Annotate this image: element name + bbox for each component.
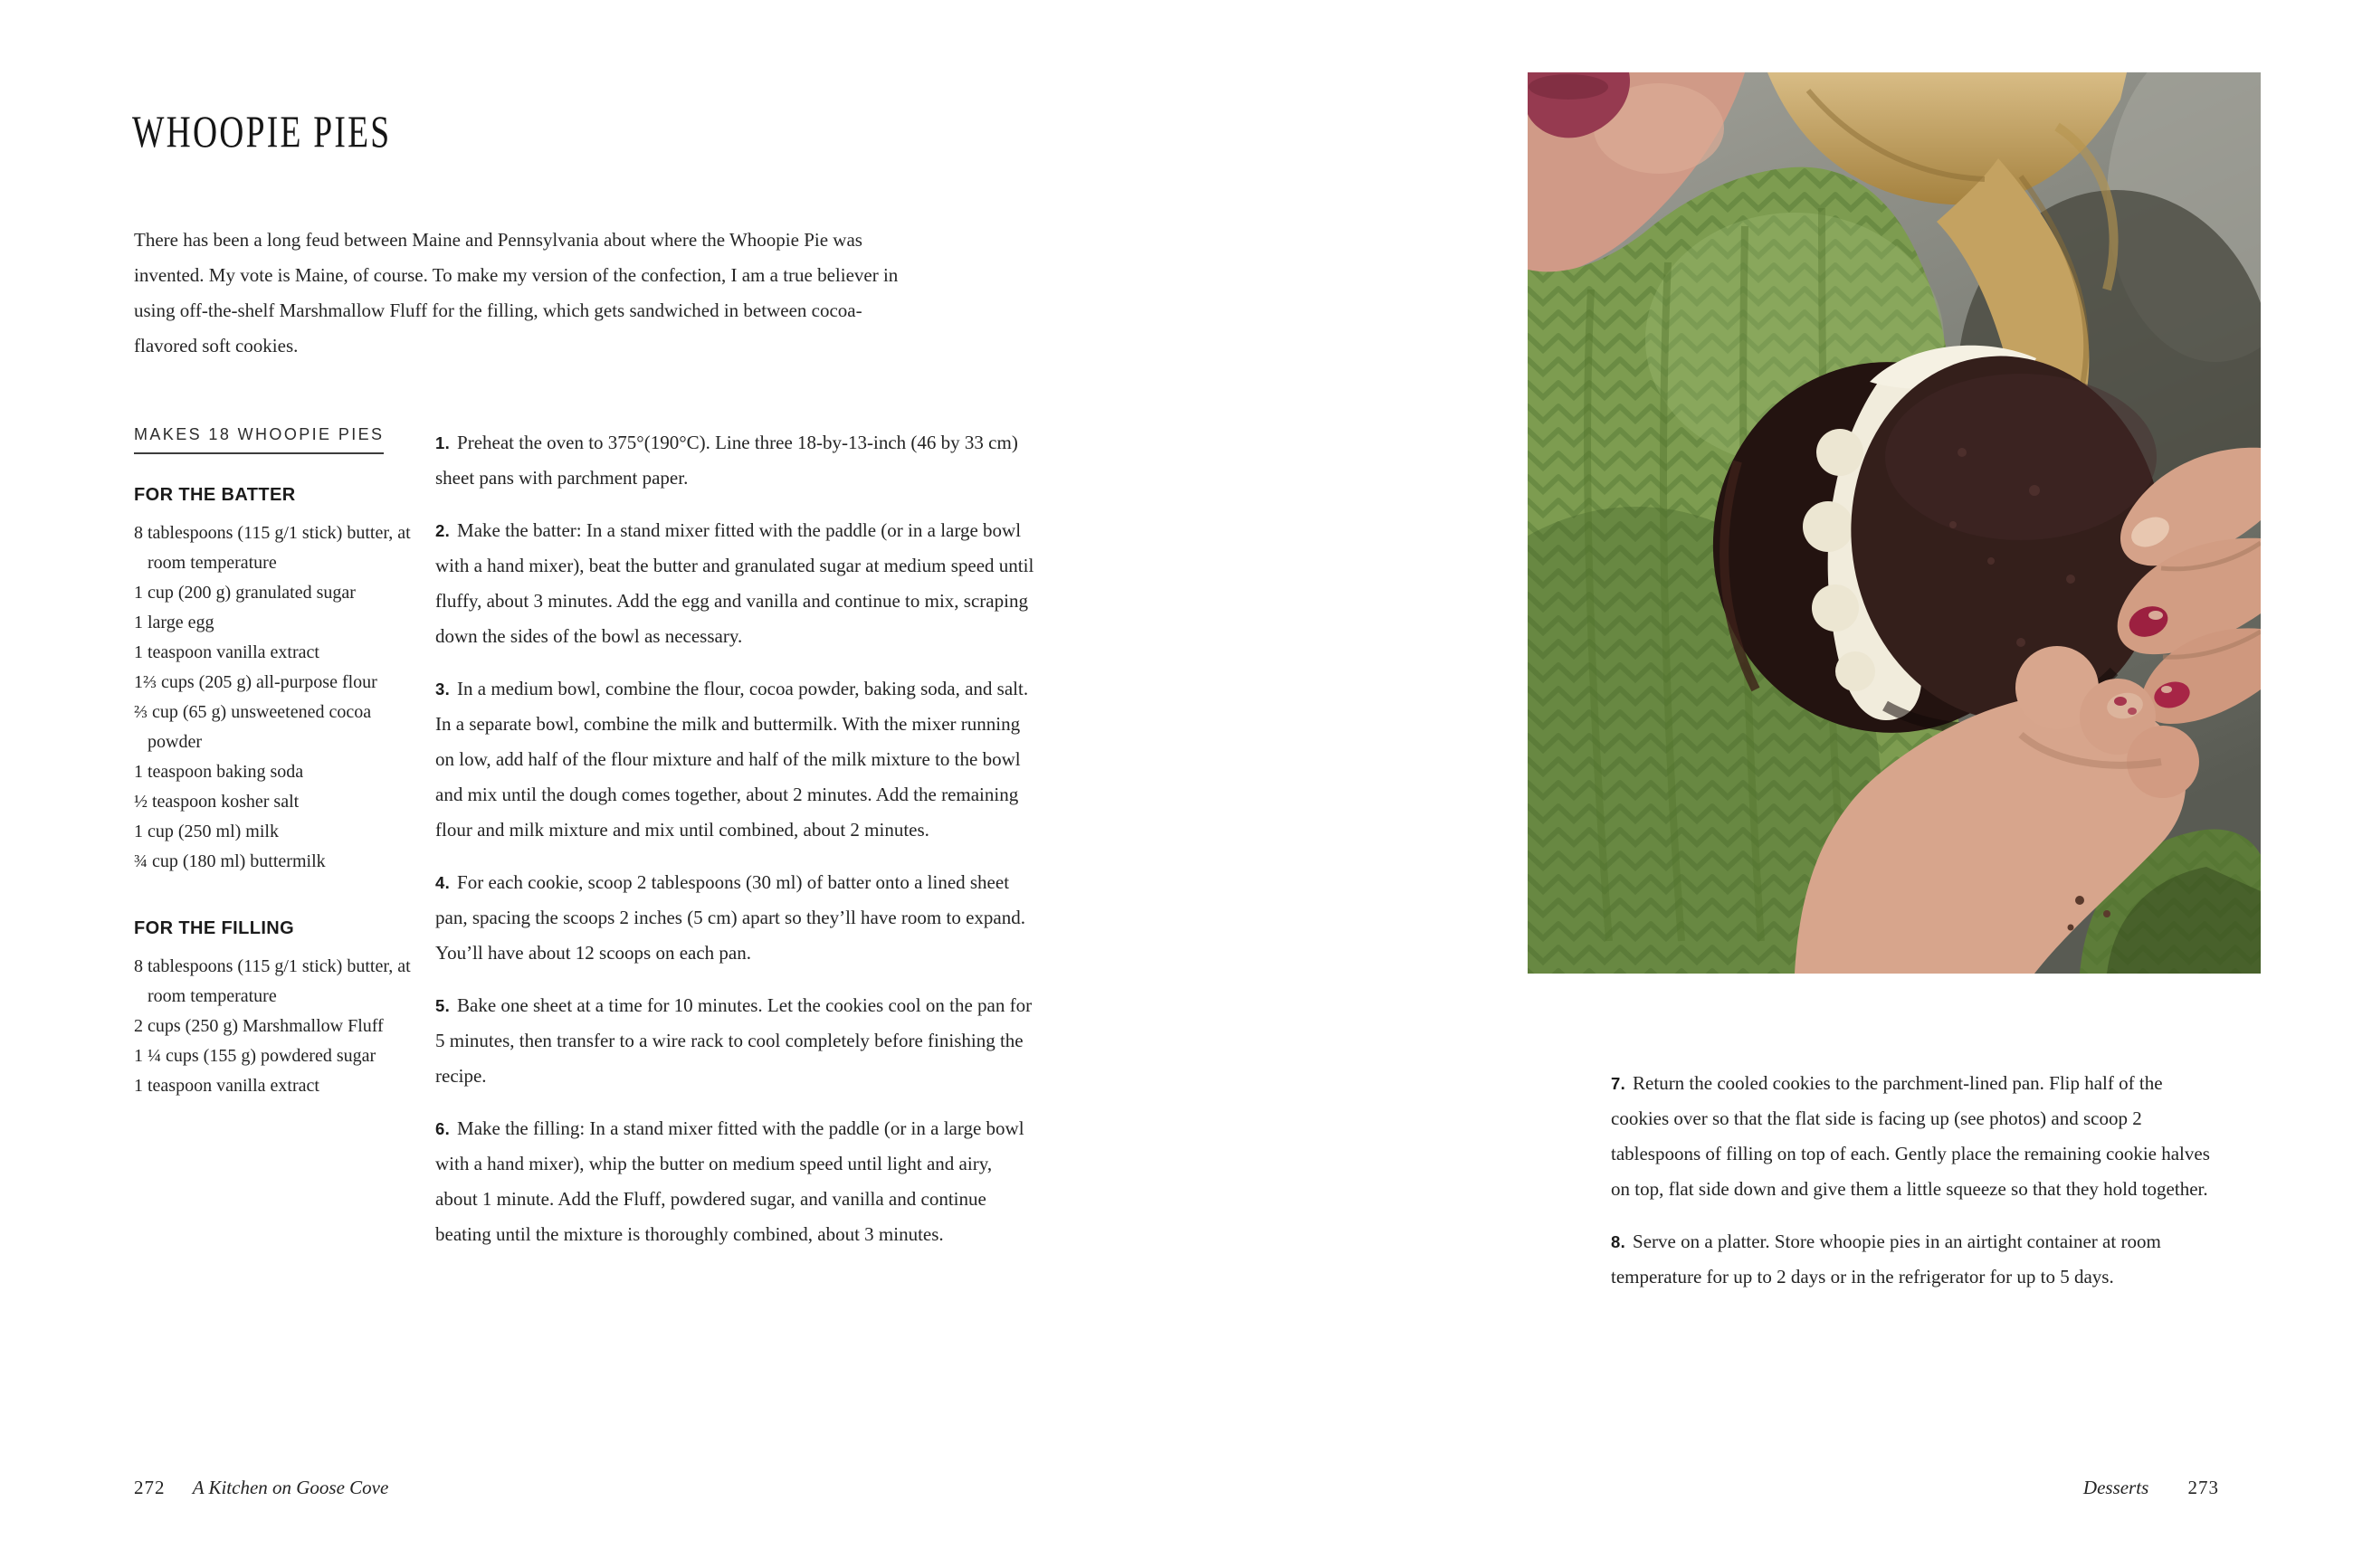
step-number: 7. bbox=[1611, 1074, 1626, 1093]
whoopie-pie-photo-illustration bbox=[1528, 72, 2261, 974]
step-text: Preheat the oven to 375°(190°C). Line three 18-by-13-inch (46 by 33 cm) sheet pans with parchment paper. bbox=[435, 432, 1018, 489]
ingredient-item: 1 teaspoon vanilla extract bbox=[134, 1076, 319, 1096]
ingredient-item: ¾ cup (180 ml) buttermilk bbox=[134, 851, 326, 871]
ingredient-item: ½ teaspoon kosher salt bbox=[134, 792, 300, 812]
step-text: Serve on a platter. Store whoopie pies in an airtight container at room temperature for up to 2 days or in the refrigerator for up to 5 days. bbox=[1611, 1231, 2161, 1288]
recipe-intro: There has been a long feud between Maine and Pennsylvania about where the Whoopie Pie was invented. My vote is Maine, of course. To make my version of the confection, I am a true believer in using off-the-shelf Marshmallow Fluff for the filling, which gets sandwiched in between cocoa-flavored soft cookies. bbox=[134, 229, 899, 356]
step-3 bbox=[435, 671, 1034, 848]
step-4 bbox=[435, 865, 1034, 971]
ingredient-item: 1 teaspoon vanilla extract bbox=[134, 642, 319, 662]
ingredient-item: 1 teaspoon baking soda bbox=[134, 762, 304, 782]
ingredient-item: ⅔ cup (65 g) unsweetened cocoa powder bbox=[134, 702, 372, 752]
instructions-column bbox=[435, 425, 1034, 1269]
ingredient-item: 2 cups (250 g) Marshmallow Fluff bbox=[134, 1016, 384, 1036]
step-7 bbox=[1611, 1066, 2215, 1207]
ingredient-item: 1⅔ cups (205 g) all-purpose flour bbox=[134, 672, 377, 692]
ingredients-column bbox=[134, 425, 413, 1101]
step-text: Make the batter: In a stand mixer fitted with the paddle (or in a large bowl with a hand mixer), beat the butter and granulated sugar at medium speed until fluffy, about 3 minutes. Add the egg and vanilla and continue to mix, scraping down the sides of the bowl as necessary. bbox=[435, 519, 1034, 647]
step-text: In a medium bowl, combine the flour, cocoa powder, baking soda, and salt. In a separate bowl, combine the milk and buttermilk. With the mixer running on low, add half of the flour mixture and half of the milk mixture to the bowl and mix until the dough comes together, about 2 minutes. Add the remaining flour and milk mixture and mix until combined, about 2 minutes. bbox=[435, 678, 1029, 841]
recipe-title: WHOOPIE PIES bbox=[132, 106, 392, 157]
section-heading-filling: FOR THE FILLING bbox=[134, 918, 295, 938]
step-number: 4. bbox=[435, 873, 451, 892]
step-text: For each cookie, scoop 2 tablespoons (30 ml) of batter onto a lined sheet pan, spacing the scoops 2 inches (5 cm) apart so they’ll have room to expand. You’ll have about 12 scoops on each pan. bbox=[435, 871, 1025, 964]
book-title: A Kitchen on Goose Cove bbox=[192, 1477, 389, 1498]
section-heading-batter: FOR THE BATTER bbox=[134, 485, 296, 505]
step-number: 1. bbox=[435, 433, 451, 452]
batter-ingredient-list bbox=[134, 518, 413, 877]
step-number: 3. bbox=[435, 679, 451, 698]
step-number: 6. bbox=[435, 1119, 451, 1138]
step-1 bbox=[435, 425, 1034, 496]
page-number: 273 bbox=[2187, 1477, 2219, 1498]
recipe-photo bbox=[1528, 72, 2261, 974]
section-name: Desserts bbox=[2082, 1477, 2149, 1498]
yield-label: MAKES 18 WHOOPIE PIES bbox=[134, 425, 384, 454]
step-number: 8. bbox=[1611, 1232, 1626, 1251]
step-number: 5. bbox=[435, 996, 451, 1015]
ingredient-item: 8 tablespoons (115 g/1 stick) butter, at room temperature bbox=[134, 956, 411, 1006]
page-number: 272 bbox=[134, 1477, 166, 1498]
step-text: Make the filling: In a stand mixer fitted with the paddle (or in a large bowl with a hand mixer), whip the butter on medium speed until light and airy, about 1 minute. Add the Fluff, powdered sugar, and vanilla and continue beating until the mixture is thoroughly combined, about 3 minutes. bbox=[435, 1117, 1024, 1245]
step-number: 2. bbox=[435, 521, 451, 540]
filling-ingredient-list bbox=[134, 952, 413, 1101]
left-page-footer bbox=[134, 1477, 388, 1499]
step-5 bbox=[435, 988, 1034, 1094]
step-6 bbox=[435, 1111, 1034, 1252]
ingredient-item: 8 tablespoons (115 g/1 stick) butter, at room temperature bbox=[134, 523, 411, 573]
ingredient-item: 1 ¼ cups (155 g) powdered sugar bbox=[134, 1046, 376, 1066]
ingredient-item: 1 large egg bbox=[134, 613, 214, 632]
step-text: Bake one sheet at a time for 10 minutes. Let the cookies cool on the pan for 5 minutes, then transfer to a wire rack to cool completely before finishing the recipe. bbox=[435, 994, 1033, 1087]
right-page-footer bbox=[2083, 1477, 2219, 1499]
ingredient-item: 1 cup (200 g) granulated sugar bbox=[134, 583, 356, 603]
step-8 bbox=[1611, 1224, 2215, 1295]
step-2 bbox=[435, 513, 1034, 654]
instructions-column-right bbox=[1611, 1066, 2215, 1312]
ingredient-item: 1 cup (250 ml) milk bbox=[134, 822, 279, 841]
step-text: Return the cooled cookies to the parchment-lined pan. Flip half of the cookies over so that the flat side is facing up (see photos) and scoop 2 tablespoons of filling on top of each. Gently place the remaining cookie halves on top, flat side down and give them a little squeeze so that they hold together. bbox=[1611, 1072, 2210, 1200]
